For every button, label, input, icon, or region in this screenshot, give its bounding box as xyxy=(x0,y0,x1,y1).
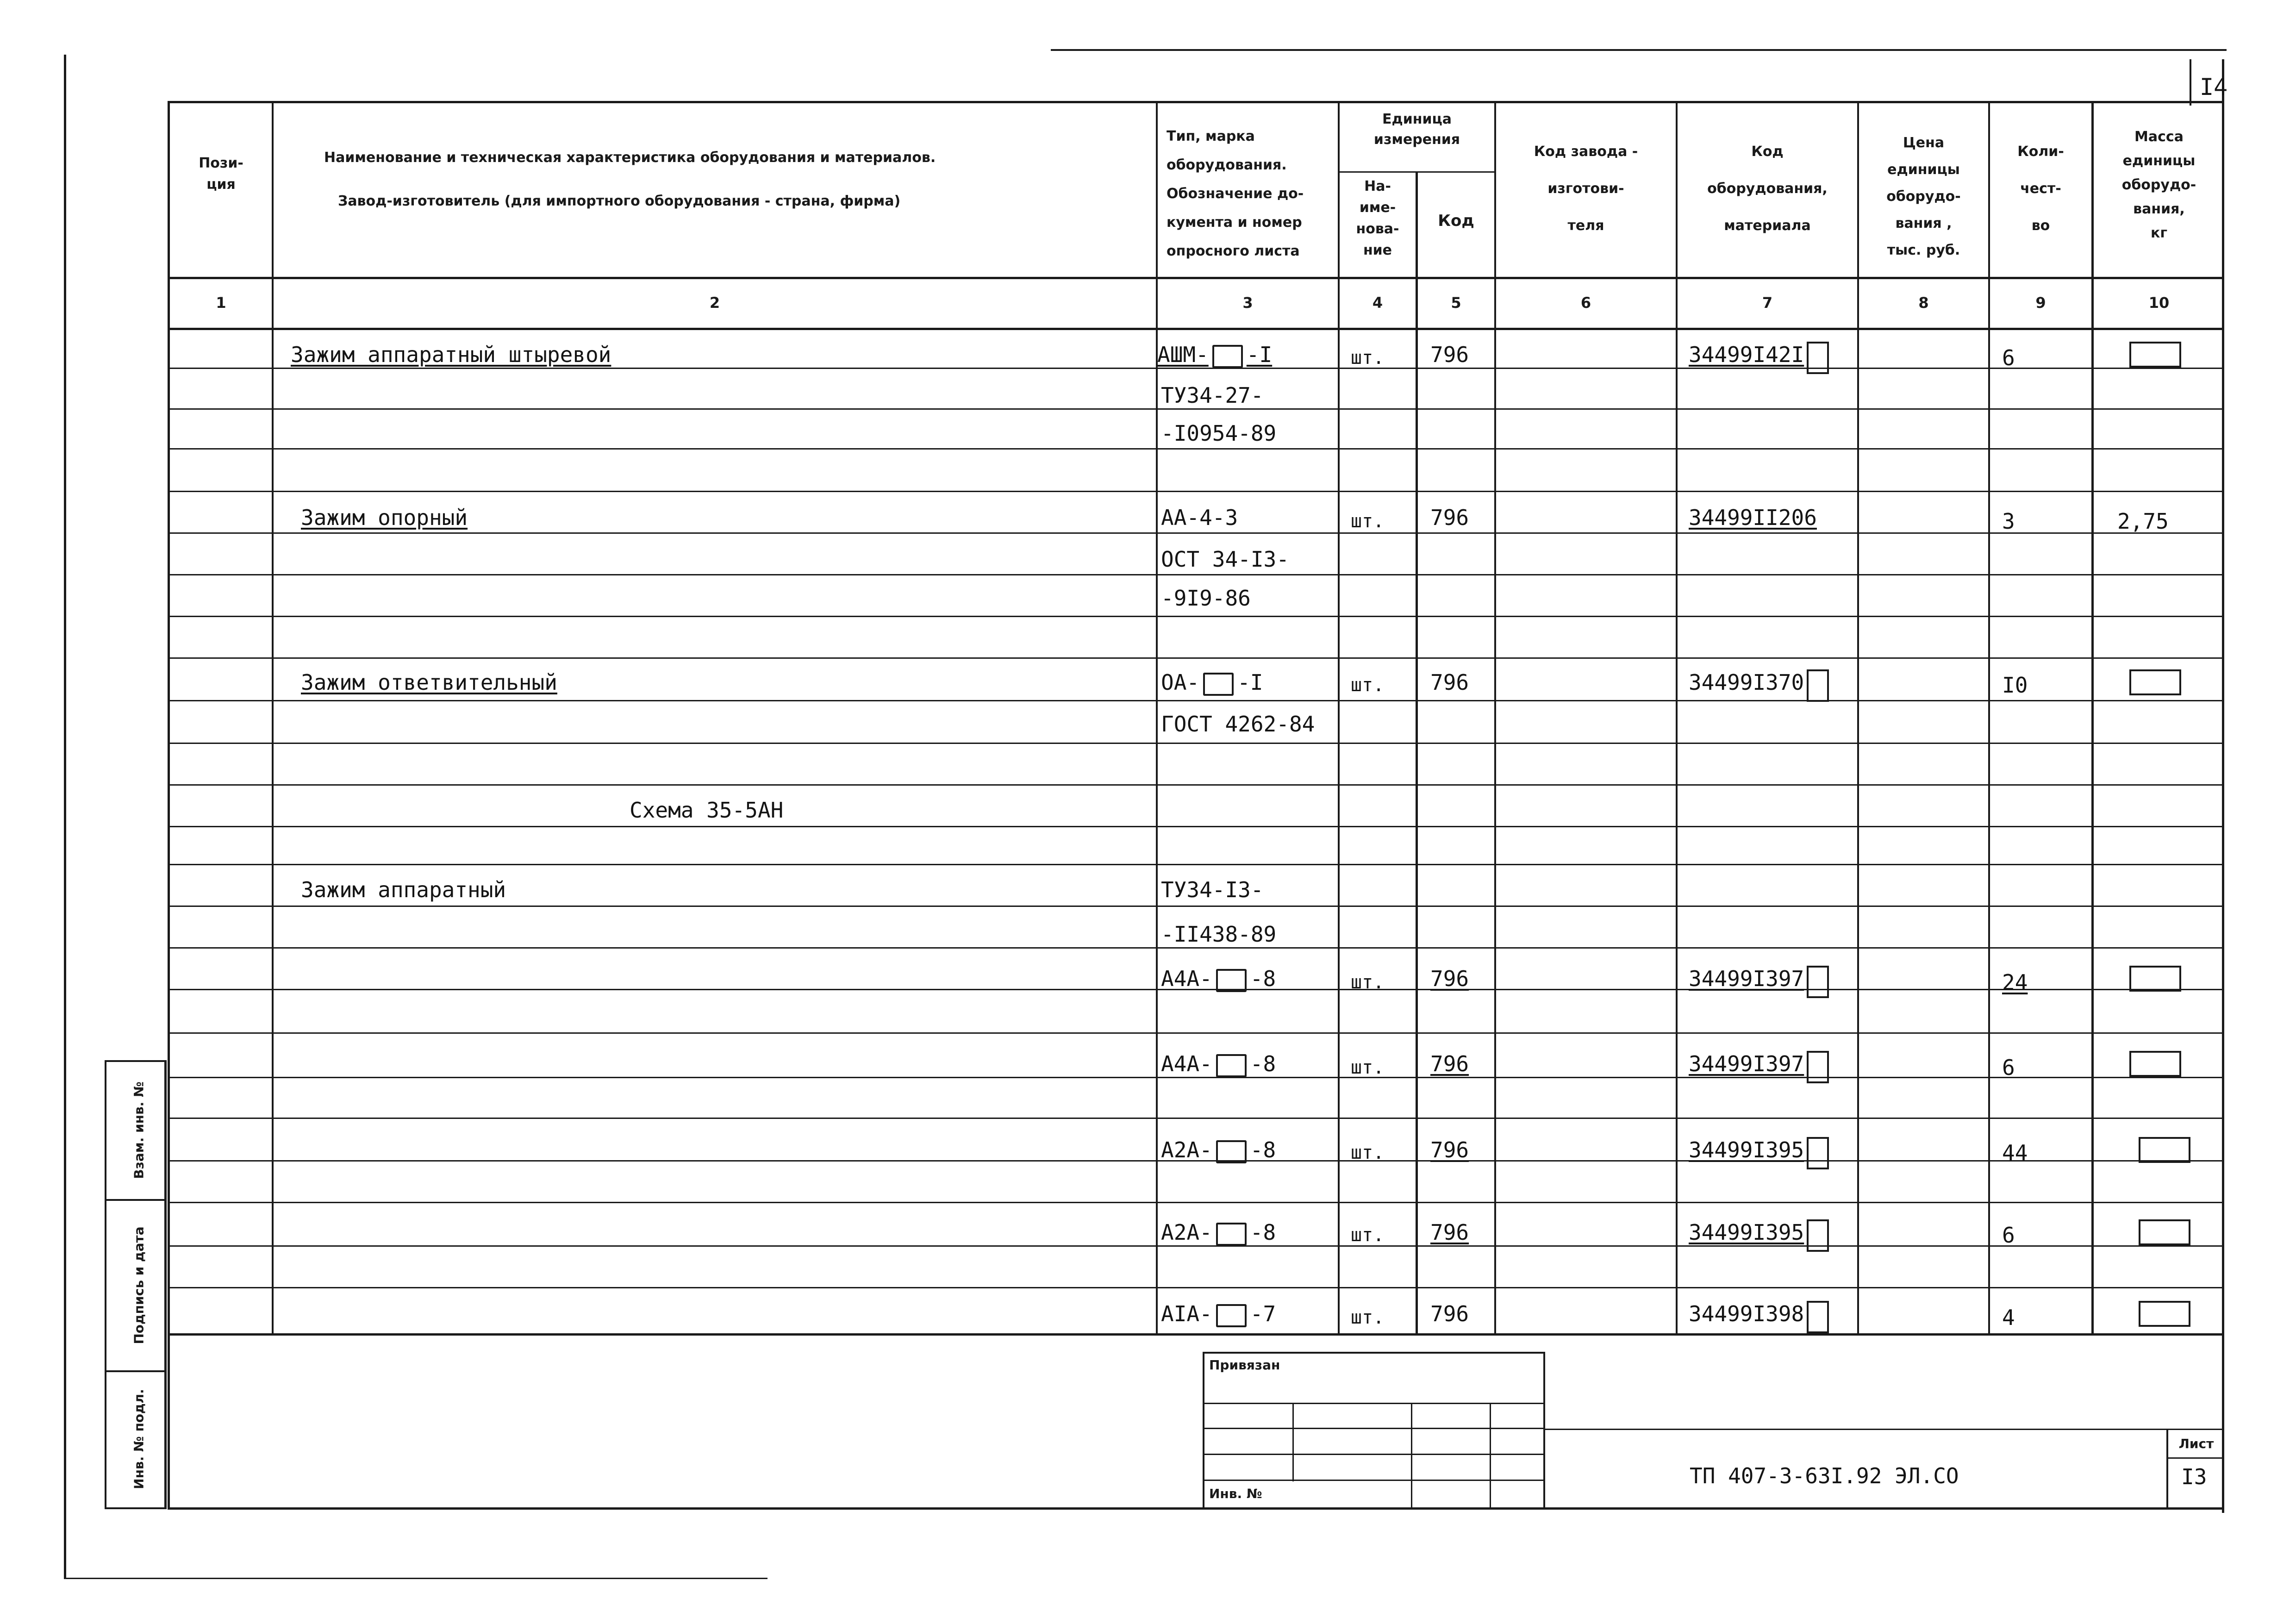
col-sep-3 xyxy=(1338,101,1340,1335)
item-doc: -II438-89 xyxy=(1161,922,1277,947)
item-quantity: 6 xyxy=(2002,1223,2015,1248)
header-type: Тип, марка оборудования. Обозначение до- кумента и номер опросного листа xyxy=(1167,128,1304,259)
item-unit: шт. xyxy=(1351,347,1385,369)
blank-box xyxy=(1807,1051,1829,1083)
item-unit: шт. xyxy=(1351,675,1385,696)
top-sheet-number: I4 xyxy=(2200,74,2228,100)
blank-box xyxy=(1216,1054,1247,1077)
item-material-code: 34499I398 xyxy=(1689,1301,1829,1333)
mass-blank-box xyxy=(2129,966,2181,992)
item-unit-code: 796 xyxy=(1430,342,1469,367)
row-line xyxy=(169,947,2224,949)
item-type: ОА- -I xyxy=(1161,670,1263,695)
item-unit-code: 796 xyxy=(1430,670,1469,695)
row-line xyxy=(169,491,2224,492)
item-doc: -I0954-89 xyxy=(1161,421,1277,446)
privyazan-row xyxy=(1203,1480,1545,1481)
row-line xyxy=(169,574,2224,575)
item-unit-code: 796 xyxy=(1430,505,1469,530)
side-label-inv-podl: Инв. № подл. xyxy=(131,1389,147,1489)
table-body-bottom xyxy=(168,1333,2224,1336)
item-material-code: 34499I395 xyxy=(1689,1219,1829,1252)
mass-blank-box xyxy=(2129,669,2181,695)
privyazan-row xyxy=(1203,1428,1545,1429)
inv-number-label: Инв. № xyxy=(1209,1486,1262,1501)
doc-code-top xyxy=(1545,1429,2224,1430)
privyazan-top xyxy=(1203,1352,1545,1354)
blank-box xyxy=(1216,1223,1247,1246)
blank-box xyxy=(1807,1219,1829,1252)
blank-box xyxy=(1203,673,1234,696)
item-name: Зажим опорный xyxy=(301,505,468,530)
mass-blank-box xyxy=(2129,1051,2181,1077)
item-unit: шт. xyxy=(1351,1307,1385,1328)
col-sep-2 xyxy=(1156,101,1158,1335)
row-line xyxy=(169,408,2224,410)
item-quantity: I0 xyxy=(2002,673,2028,698)
item-quantity: 24 xyxy=(2002,970,2028,995)
col-sep-6 xyxy=(1676,101,1678,1335)
item-unit: шт. xyxy=(1351,511,1385,532)
col-number: 8 xyxy=(1918,294,1929,312)
col-number: 4 xyxy=(1372,294,1383,312)
table-left xyxy=(168,101,170,1508)
row-line xyxy=(169,448,2224,450)
col-sep-1 xyxy=(272,101,274,1335)
header-name-line1: Наименование и техническая характеристика оборудования и материалов. xyxy=(324,150,936,166)
row-line xyxy=(169,864,2224,865)
header-mass: Масса единицы оборудо- вания, кг xyxy=(2121,129,2196,241)
document-code: ТП 407-3-63I.92 ЭЛ.СО xyxy=(1690,1463,1959,1488)
row-line xyxy=(169,906,2224,907)
item-mass: 2,75 xyxy=(2117,509,2169,534)
mass-blank-box xyxy=(2139,1219,2190,1245)
privyazan-right xyxy=(1543,1352,1545,1509)
privyazan-col xyxy=(1292,1403,1294,1481)
item-unit-code: 796 xyxy=(1430,1220,1469,1245)
item-quantity: 6 xyxy=(2002,1055,2015,1080)
blank-box xyxy=(1807,669,1829,702)
item-material-code: 34499I42I xyxy=(1689,342,1829,374)
sheet-number: I3 xyxy=(2181,1464,2207,1489)
item-unit: шт. xyxy=(1351,972,1385,993)
col-number: 9 xyxy=(2035,294,2046,312)
mass-blank-box xyxy=(2129,342,2181,368)
col-sep-9 xyxy=(2091,101,2094,1335)
item-unit: шт. xyxy=(1351,1057,1385,1078)
item-unit-code: 796 xyxy=(1430,966,1469,991)
col-number: 3 xyxy=(1242,294,1253,312)
privyazan-col xyxy=(1490,1403,1491,1509)
side-strip-right xyxy=(164,1060,167,1509)
table-header-bottom xyxy=(169,277,2224,279)
privyazan-row xyxy=(1203,1403,1545,1404)
item-type: АА-4-3 xyxy=(1161,505,1238,530)
header-material-code: Код оборудования, материала xyxy=(1707,144,1828,234)
side-label-vzam: Взам. инв. № xyxy=(131,1081,147,1179)
header-unit-name: На- име- нова- ние xyxy=(1356,178,1399,258)
row-line xyxy=(169,1118,2224,1119)
col-number: 7 xyxy=(1762,294,1773,312)
item-type: А4А- -8 xyxy=(1161,966,1276,991)
item-unit-code: 796 xyxy=(1430,1301,1469,1326)
side-label-podpis: Подпись и дата xyxy=(131,1226,147,1344)
header-unit-group: Единица измерения xyxy=(1373,111,1460,148)
item-material-code: 34499I397 xyxy=(1689,966,1829,998)
frame-top-box-line xyxy=(2190,59,2191,106)
privyazan-row xyxy=(1203,1454,1545,1455)
item-doc: ГОСТ 4262-84 xyxy=(1161,712,1315,737)
item-name: Зажим ответвительный xyxy=(301,670,557,695)
item-material-code: 34499I395 xyxy=(1689,1137,1829,1169)
row-line xyxy=(169,743,2224,744)
item-material-code: 34499I397 xyxy=(1689,1051,1829,1083)
row-line xyxy=(169,657,2224,659)
mass-blank-box xyxy=(2139,1301,2190,1327)
col-sep-7 xyxy=(1857,101,1859,1335)
row-line xyxy=(169,784,2224,786)
item-doc: -9I9-86 xyxy=(1161,586,1251,611)
blank-box xyxy=(1807,1137,1829,1169)
frame-bottom-line xyxy=(64,1578,767,1579)
blank-box xyxy=(1807,1301,1829,1333)
row-line xyxy=(169,616,2224,617)
blank-box xyxy=(1807,966,1829,998)
col-number: 10 xyxy=(2148,294,2170,312)
item-unit: шт. xyxy=(1351,1142,1385,1163)
stamp-bottom-line xyxy=(168,1507,2224,1510)
item-type: А2А- -8 xyxy=(1161,1137,1276,1162)
item-type: АШМ- -I xyxy=(1157,342,1273,367)
item-quantity: 44 xyxy=(2002,1140,2028,1165)
blank-box xyxy=(1216,1140,1247,1163)
blank-box xyxy=(1216,1304,1247,1327)
privyazan-left xyxy=(1203,1352,1204,1509)
privyazan-label: Привязан xyxy=(1209,1357,1280,1373)
header-quantity: Коли- чест- во xyxy=(2017,144,2064,234)
blank-box xyxy=(1212,345,1243,368)
item-doc: ТУ34-I3- xyxy=(1161,877,1264,902)
item-type: АIА- -7 xyxy=(1161,1301,1276,1326)
header-unit-code: Код xyxy=(1438,212,1474,230)
item-unit-code: 796 xyxy=(1430,1051,1469,1076)
mass-blank-box xyxy=(2139,1137,2190,1163)
blank-box xyxy=(1216,969,1247,992)
table-colnum-bottom xyxy=(169,328,2224,330)
col-number: 2 xyxy=(709,294,720,312)
item-type: А4А- -8 xyxy=(1161,1051,1276,1076)
col-number: 6 xyxy=(1580,294,1591,312)
item-quantity: 4 xyxy=(2002,1305,2015,1330)
row-line xyxy=(169,532,2224,534)
row-line xyxy=(169,700,2224,701)
row-line xyxy=(169,1287,2224,1288)
item-quantity: 6 xyxy=(2002,345,2015,370)
item-doc: ОСТ 34-I3- xyxy=(1161,547,1289,572)
item-quantity: 3 xyxy=(2002,509,2015,534)
item-material-code: 34499I370 xyxy=(1689,669,1829,702)
sheet-box-div xyxy=(2166,1457,2224,1459)
row-line xyxy=(169,826,2224,827)
col-sep-8 xyxy=(1988,101,1990,1335)
side-strip-left xyxy=(105,1060,106,1509)
frame-left-outer xyxy=(64,55,66,1578)
item-name: Зажим аппаратный штыревой xyxy=(291,342,611,367)
section-title: Схема 35-5АН xyxy=(630,798,784,823)
col-number: 1 xyxy=(216,294,226,312)
header-position: Пози- ция xyxy=(199,155,243,193)
blank-box xyxy=(1807,342,1829,374)
header-price: Цена единицы оборудо- вания , тыс. руб. xyxy=(1886,135,1961,258)
item-type: А2А- -8 xyxy=(1161,1220,1276,1245)
header-maker-code: Код завода - изготови- теля xyxy=(1534,144,1638,234)
privyazan-col xyxy=(1411,1403,1412,1509)
header-name-line2: Завод-изготовитель (для импортного оборудования - страна, фирма) xyxy=(338,193,901,209)
row-line xyxy=(169,1032,2224,1034)
item-unit: шт. xyxy=(1351,1224,1385,1246)
item-unit-code: 796 xyxy=(1430,1137,1469,1162)
row-line xyxy=(169,1202,2224,1203)
item-doc: ТУ34-27- xyxy=(1161,383,1264,408)
col-number: 5 xyxy=(1451,294,1461,312)
sheet-label: Лист xyxy=(2178,1436,2214,1451)
unit-group-line xyxy=(1338,171,1495,173)
col-sep-5 xyxy=(1494,101,1496,1335)
item-material-code: 34499II206 xyxy=(1689,505,1817,530)
frame-top-line xyxy=(1051,49,2227,51)
table-top xyxy=(169,101,2224,103)
item-name: Зажим аппаратный xyxy=(301,877,506,902)
